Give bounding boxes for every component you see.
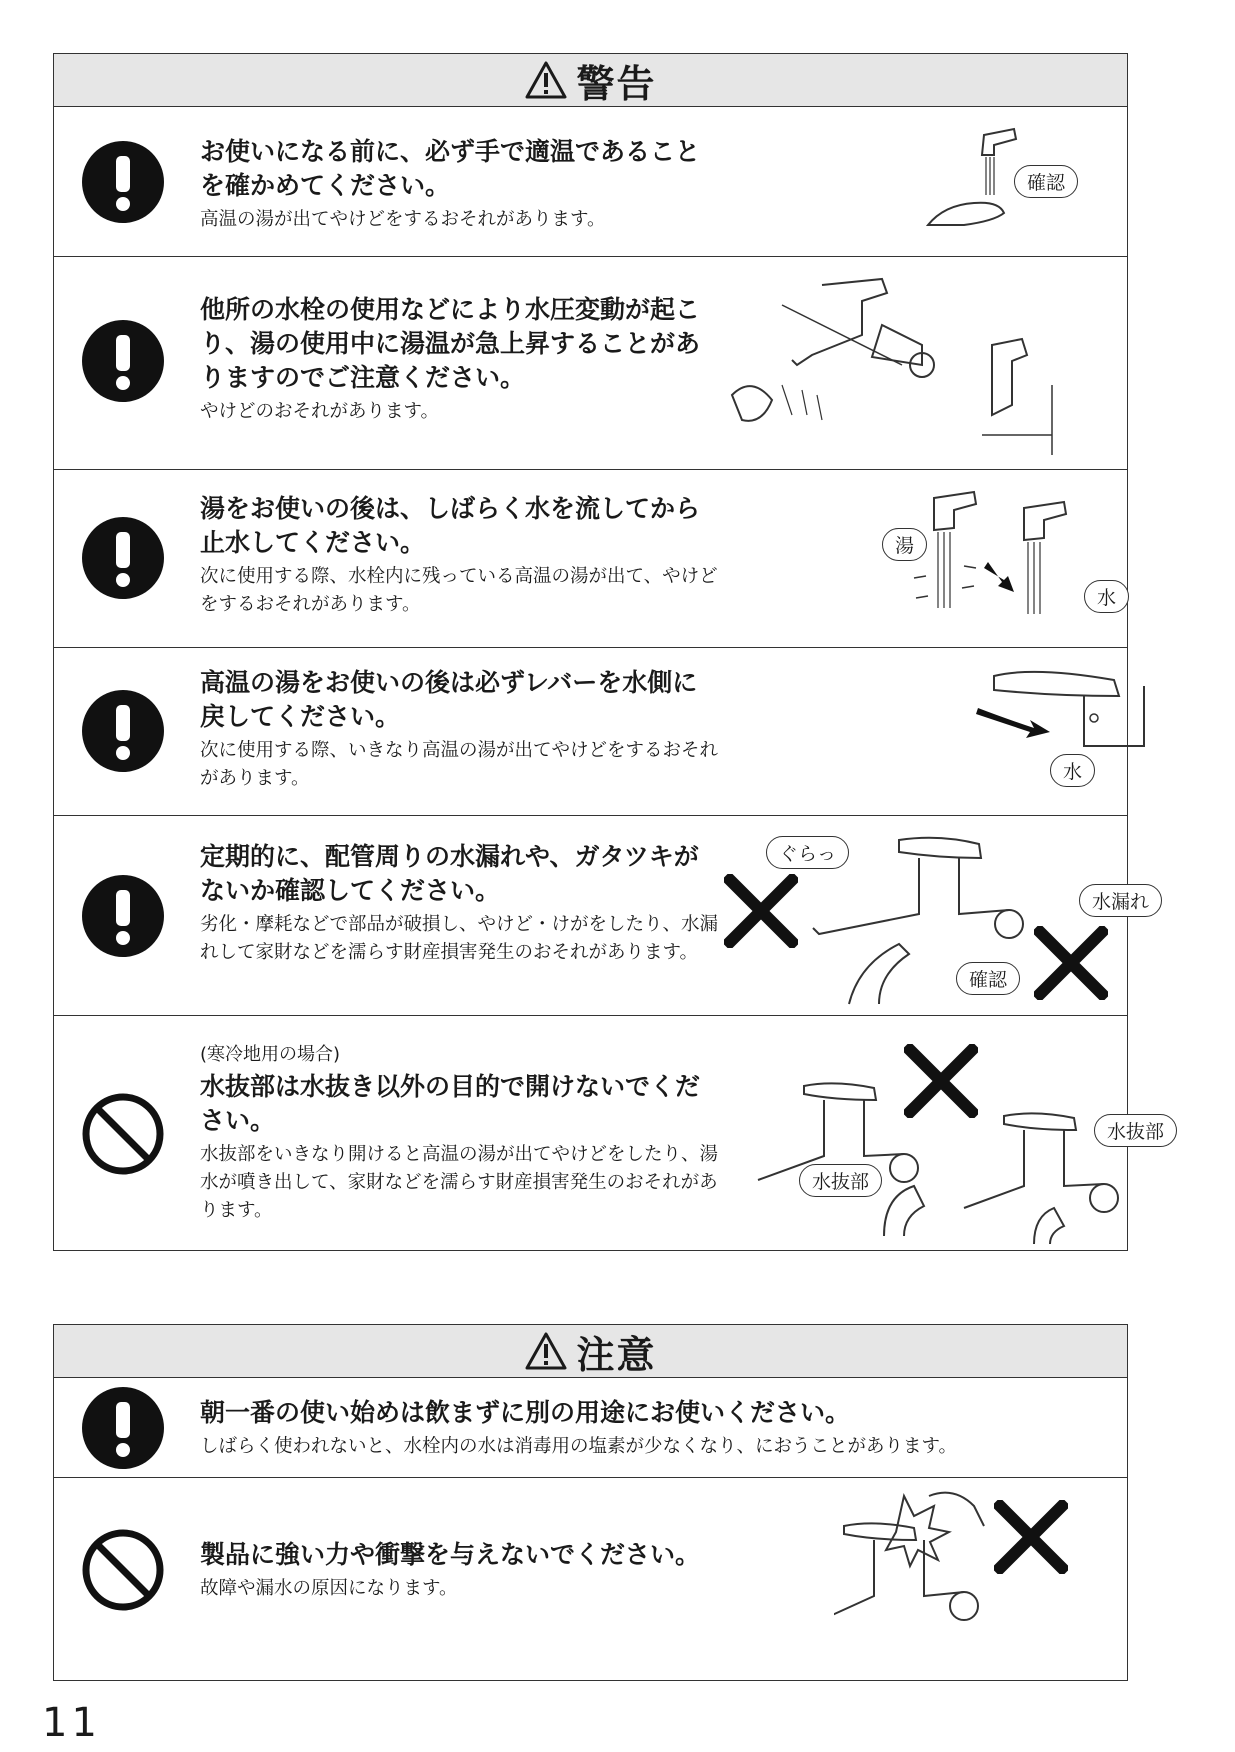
mandatory-icon: [81, 319, 165, 403]
caution-body: 故障や漏水の原因になります。: [200, 1578, 458, 1599]
tag-drain: 水抜部: [799, 1164, 882, 1197]
warning-text-6: [200, 1040, 720, 1225]
tag-cold: 水: [1084, 580, 1129, 613]
warning-row-3: [54, 470, 1127, 648]
lever-to-cold-illustration: [974, 666, 1154, 756]
warning-note: (寒冷地用の場合): [200, 1044, 341, 1065]
warning-row-5: [54, 816, 1150, 1016]
warning-text-1: [200, 135, 720, 234]
warning-body: 高温の湯が出てやけどをするおそれがあります。: [200, 209, 606, 230]
tag-leak: 水漏れ: [1079, 884, 1162, 917]
warning-head: 湯をお使いの後は、しばらく水を流してから止水してください。: [200, 494, 701, 557]
prohibition-icon: [81, 1528, 165, 1612]
caution-triangle-icon: [524, 1331, 568, 1371]
tag-drain: 水抜部: [1094, 1114, 1177, 1147]
warning-row-6: [54, 1016, 1165, 1251]
warning-row-2: [54, 257, 1127, 470]
caution-title: 注意: [576, 1332, 657, 1377]
warning-text-3: [200, 492, 720, 619]
tag-wobble: ぐらっ: [766, 836, 849, 869]
tag-check: 確認: [1014, 165, 1078, 198]
caution-body: しばらく使われないと、水栓内の水は消毒用の塩素が少なくなり、におうことがあります。: [200, 1436, 958, 1457]
mandatory-icon: [81, 1386, 165, 1470]
prohibition-icon: [81, 1092, 165, 1176]
warning-head: 他所の水栓の使用などにより水圧変動が起こり、湯の使用中に湯温が急上昇することがありますのでご注意ください。: [200, 295, 701, 392]
warning-triangle-icon: [524, 60, 568, 100]
prohibited-x-icon: [724, 874, 798, 948]
warning-head: 水抜部は水抜き以外の目的で開けないでください。: [200, 1072, 701, 1135]
warning-text-5: [200, 840, 720, 967]
warning-text-4: [200, 666, 720, 793]
caution-text-1: [200, 1396, 1100, 1461]
tag-hot: 湯: [882, 528, 927, 561]
mandatory-icon: [81, 874, 165, 958]
mandatory-icon: [81, 689, 165, 773]
warning-head: 高温の湯をお使いの後は必ずレバーを水側に戻してください。: [200, 668, 698, 731]
warning-text-2: [200, 293, 720, 426]
warning-header: [54, 54, 1127, 107]
warning-title: 警告: [576, 61, 657, 106]
caution-head: 製品に強い力や衝撃を与えないでください。: [200, 1540, 701, 1569]
faucet-hot-to-cold-illustration: [904, 488, 1104, 628]
warning-body: やけどのおそれがあります。: [200, 401, 440, 422]
caution-row-2: [54, 1478, 1127, 1678]
caution-row-1: [54, 1378, 1127, 1478]
caution-section: [53, 1324, 1128, 1681]
warning-head: 定期的に、配管周りの水漏れや、ガタツキがないか確認してください。: [200, 842, 699, 905]
warning-body: 次に使用する際、水栓内に残っている高温の湯が出て、やけどをするおそれがあります。: [200, 566, 718, 615]
warning-row-1: [54, 107, 1127, 257]
tag-cold: 水: [1050, 754, 1095, 787]
caution-header: [54, 1325, 1127, 1378]
warning-row-4: [54, 648, 1127, 816]
faucet-pressure-illustration: [722, 265, 1122, 465]
warning-body: 次に使用する際、いきなり高温の湯が出てやけどをするおそれがあります。: [200, 740, 719, 789]
impact-faucet-illustration: [834, 1486, 1074, 1666]
warning-body: 劣化・摩耗などで部品が破損し、やけど・けがをしたり、水漏れして家財などを濡らす財産損害発生のおそれがあります。: [200, 914, 719, 963]
page-number: 11: [42, 1700, 101, 1746]
mandatory-icon: [81, 140, 165, 224]
caution-text-2: [200, 1538, 720, 1603]
tag-check: 確認: [956, 962, 1020, 995]
drain-plug-illustration: [754, 1076, 1174, 1246]
warning-body: 水抜部をいきなり開けると高温の湯が出てやけどをしたり、湯水が噴き出して、家財などを濡らす財産損害発生のおそれがあります。: [200, 1144, 719, 1221]
warning-head: お使いになる前に、必ず手で適温であることを確かめてください。: [200, 137, 701, 200]
warning-section: [53, 53, 1165, 1251]
caution-head: 朝一番の使い始めは飲まずに別の用途にお使いください。: [200, 1398, 851, 1427]
mandatory-icon: [81, 516, 165, 600]
